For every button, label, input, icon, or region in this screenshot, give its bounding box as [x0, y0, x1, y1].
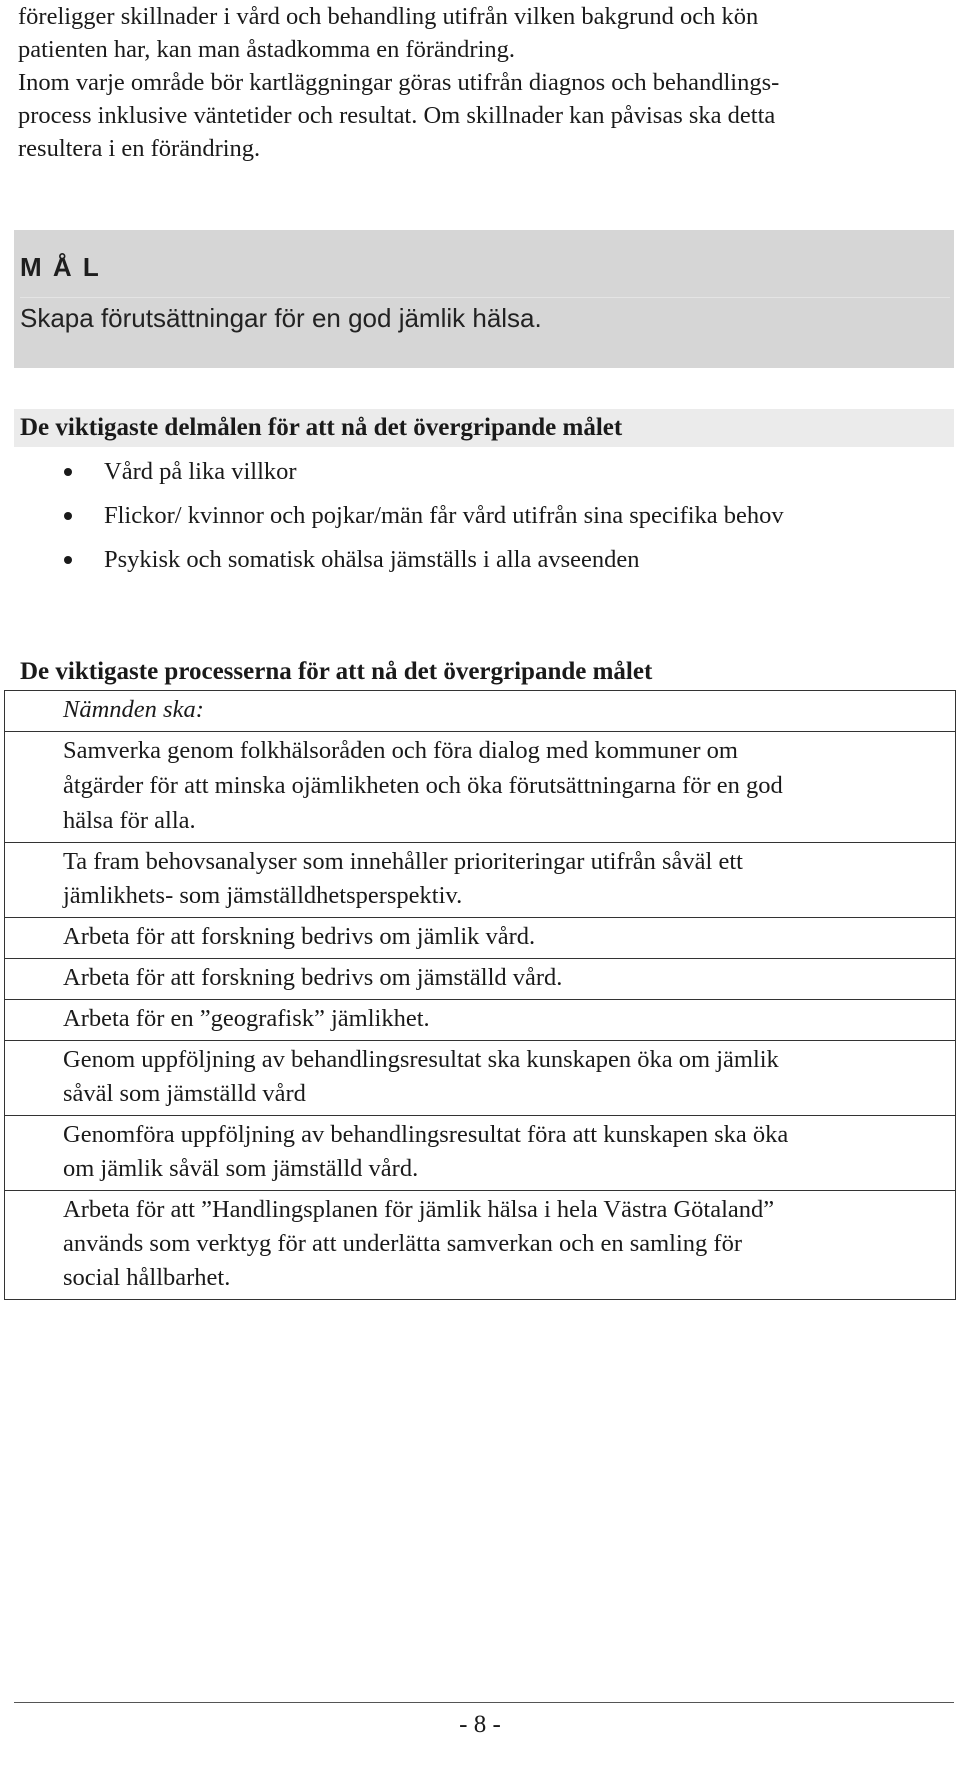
processes-heading: De viktigaste processerna för att nå det övergripande målet: [20, 658, 653, 685]
cell-line: Arbeta för att ”Handlingsplanen för jämlik hälsa i hela Västra Götaland”: [63, 1196, 775, 1223]
footer-divider: [14, 1702, 954, 1703]
table-row: [5, 1000, 956, 1041]
cell-line: Genomföra uppföljning av behandlingsresultat föra att kunskapen ska öka: [63, 1121, 789, 1148]
table-lead-cell: Nämnden ska:: [5, 691, 956, 732]
intro-line: resultera i en förändring.: [18, 135, 261, 162]
bullet-icon: [64, 512, 72, 520]
cell-line: används som verktyg för att underlätta samverkan och en samling för: [63, 1230, 742, 1257]
list-item-text: Flickor/ kvinnor och pojkar/män får vård utifrån sina specifika behov: [104, 502, 784, 529]
intro-line: process inklusive väntetider och resultat. Om skillnader kan påvisas ska detta: [18, 102, 776, 129]
cell-line: Genom uppföljning av behandlingsresultat ska kunskapen öka om jämlik: [63, 1046, 779, 1073]
table-cell: [5, 1191, 956, 1300]
intro-line: Inom varje område bör kartläggningar göras utifrån diagnos och behandlings-: [18, 69, 780, 96]
list-item: [0, 452, 960, 496]
sub-goals-heading: De viktigaste delmålen för att nå det övergripande målet: [14, 409, 954, 447]
table-cell: [5, 732, 956, 843]
cell-line: Arbeta för att forskning bedrivs om jämlik vård.: [63, 923, 536, 950]
table-row: [5, 918, 956, 959]
cell-line: Ta fram behovsanalyser som innehåller prioriteringar utifrån såväl ett: [63, 848, 743, 875]
cell-line: Samverka genom folkhälsoråden och föra dialog med kommuner om: [63, 737, 738, 764]
table-cell: [5, 1116, 956, 1191]
table-row: [5, 959, 956, 1000]
table-cell: [5, 1000, 956, 1041]
sub-goals-list: [0, 452, 960, 584]
goal-box: [14, 230, 954, 368]
table-cell: [5, 959, 956, 1000]
table-row: [5, 732, 956, 843]
intro-paragraph: [18, 0, 938, 165]
page-number: - 8 -: [459, 1711, 501, 1738]
table-cell: [5, 843, 956, 918]
cell-line: social hållbarhet.: [63, 1264, 231, 1291]
table-cell: [5, 918, 956, 959]
cell-line: Arbeta för en ”geografisk” jämlikhet.: [63, 1005, 430, 1032]
intro-line: patienten har, kan man åstadkomma en förändring.: [18, 36, 516, 63]
list-item: [0, 540, 960, 584]
table-row: [5, 1041, 956, 1116]
cell-line: såväl som jämställd vård: [63, 1080, 306, 1107]
cell-line: Arbeta för att forskning bedrivs om jämställd vård.: [63, 964, 563, 991]
list-item: [0, 496, 960, 540]
table-row: [5, 843, 956, 918]
table-cell: [5, 1041, 956, 1116]
cell-line: om jämlik såväl som jämställd vård.: [63, 1155, 419, 1182]
table-row: [5, 691, 956, 732]
cell-line: hälsa för alla.: [63, 807, 196, 834]
processes-table: [4, 690, 956, 1300]
page-footer: [0, 1708, 960, 1742]
goal-text: Skapa förutsättningar för en god jämlik hälsa.: [20, 297, 950, 336]
list-item-text: Vård på lika villkor: [104, 458, 297, 485]
bullet-icon: [64, 468, 72, 476]
cell-line: åtgärder för att minska ojämlikheten och öka förutsättningarna för en god: [63, 772, 783, 799]
table-row: [5, 1191, 956, 1300]
cell-line: jämlikhets- som jämställdhetsperspektiv.: [63, 882, 463, 909]
intro-line: föreligger skillnader i vård och behandling utifrån vilken bakgrund och kön: [18, 3, 759, 30]
goal-heading: M Å L: [20, 252, 101, 282]
table-row: [5, 1116, 956, 1191]
list-item-text: Psykisk och somatisk ohälsa jämställs i alla avseenden: [104, 546, 640, 573]
bullet-icon: [64, 556, 72, 564]
